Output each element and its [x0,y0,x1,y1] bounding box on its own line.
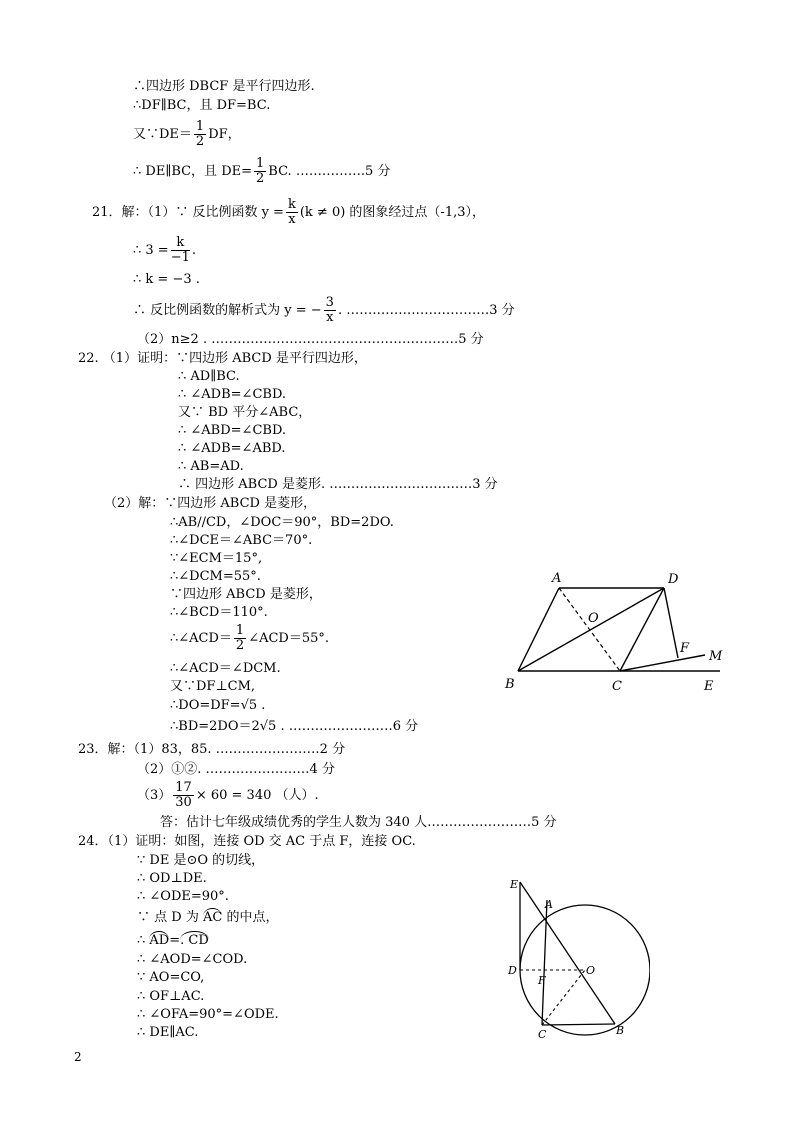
q22-part2-line9: ∴∠ACD＝∠DCM. [170,661,281,676]
q22-line4: 又∵ BD 平分∠ABC， [178,405,312,420]
q22-part2-line12: ∴BD=2DO＝2√5 . ……………………6 分 [170,719,419,734]
q21-line4: ∴ 反比例函数的解析式为 y = − $\frac{3}{x}$ . ……………………………3 分 [133,295,515,325]
line-parallelogram: ∴四边形 DBCF 是平行四边形. [133,79,315,94]
label-F: F [680,641,690,656]
q22-part2-line8: ∴∠ACD＝ $\frac{1}{2}$ ∠ACD＝55°. [170,623,330,653]
q24-line11: ∴ DE∥AC. [137,1025,199,1040]
arc-CD: . CD [180,933,209,948]
q21-line1: 21．解：（1）∵ 反比例函数 y = $\frac{k}{x}$ (k ≠ 0) 的图象经过点（-1,3）， [92,197,485,227]
q24-line3: ∴ OD⊥DE. [137,871,207,886]
label-D: D [508,964,517,977]
q24-line5: ∵ 点 D 为 AC 的中点， [137,910,279,925]
q23-line1: 23．解：（1）83，85. ……………………2 分 [78,742,346,757]
fraction-half: $\frac{1}{2}$ [195,119,205,149]
q22-part2-line10: 又∵DF⊥CM, [170,679,256,694]
circle-figure [500,872,650,1047]
page-number: 2 [74,1050,82,1064]
line-de-half: 又∵DE＝ $\frac{1}{2}$ DF， [133,119,241,149]
label-O: O [586,964,596,977]
arc-AD: AD [149,933,170,948]
label-E: E [510,878,519,891]
q22-part2-line2: ∴AB//CD，∠DOC＝90°，BD=2DO. [170,515,394,530]
label-B: B [505,677,515,692]
q23-answer: 答：估计七年级成绩优秀的学生人数为 340 人……………………5 分 [160,815,557,830]
q21-line3: ∴ k = −3 . [133,272,200,287]
line-de-bc: ∴ DE∥BC，且 DE= $\frac{1}{2}$ BC. …………….5 分 [133,156,391,186]
q24-line7: ∴ ∠AOD=∠COD. [137,952,248,967]
q23-line2: （2）①②. ……………………4 分 [137,762,335,777]
q22-line6: ∴ ∠ADB=∠ABD. [178,441,286,456]
q22-line3: ∴ ∠ADB=∠CBD. [178,387,287,402]
q22-line1: 22. （1）证明：∵四边形 ABCD 是平行四边形， [78,351,367,366]
fraction-3-over-x: $\frac{3}{x}$ [325,295,334,325]
q24-line2: ∵ DE 是⊙O 的切线， [137,853,265,868]
q24-line6: ∴ AD=. CD [137,933,209,948]
fraction-half: $\frac{1}{2}$ [235,623,245,653]
q23-line3: （3） $\frac{17}{30}$ × 60 = 340 （人）. [137,780,319,810]
q24-line9: ∴ OF⊥AC. [137,989,205,1004]
q24-line4: ∴ ∠ODE=90°. [137,889,229,904]
q21-line5: （2）n≥2 . …………………………………………………5 分 [137,332,484,347]
q24-line10: ∴ ∠OFA=90°=∠ODE. [137,1007,279,1022]
q24-line1: 24．（1）证明：如图，连接 OD 交 AC 于点 F，连接 OC. [78,834,416,849]
label-C: C [612,679,622,694]
q22-part2-line7: ∴∠BCD＝110°. [170,605,268,620]
label-D: D [668,572,679,587]
label-F: F [538,974,546,987]
label-A: A [545,898,553,911]
label-C: C [538,1028,547,1041]
q21-line2: ∴ 3 = $\frac{k}{-1}$ . [133,235,197,265]
arc-AC: AC [202,910,223,925]
fraction-17-over-30: $\frac{17}{30}$ [175,780,192,810]
label-B: B [616,1024,625,1037]
q22-part2-line6: ∵四边形 ABCD 是菱形， [170,587,322,602]
q22-line7: ∴ AB=AD. [178,459,244,474]
label-O: O [588,611,599,626]
q22-line5: ∴ ∠ABD=∠CBD. [178,423,287,438]
q22-line2: ∴ AD∥BC. [178,369,240,384]
label-A: A [552,571,562,586]
rhombus-figure [500,568,740,698]
line-df-parallel: ∴DF∥BC，且 DF=BC. [133,98,271,113]
fraction-k-over-neg1: $\frac{k}{-1}$ [170,235,190,265]
q22-part2-line4: ∵∠ECM＝15°, [170,551,263,566]
label-M: M [709,649,723,664]
label-E: E [704,679,714,694]
fraction-k-over-x: $\frac{k}{x}$ [287,197,296,227]
q22-line8: ∴ 四边形 ABCD 是菱形. ……………………………3 分 [178,477,498,492]
fraction-half: $\frac{1}{2}$ [256,156,265,186]
q24-line8: ∵ AO=CO, [137,970,205,985]
q22-part2-line3: ∴∠DCE＝∠ABC＝70°. [170,533,313,548]
q22-part2-line11: ∴DO=DF=√5 . [170,698,266,713]
q22-part2-line1: （2）解：∵四边形 ABCD 是菱形， [104,496,317,511]
q22-part2-line5: ∴∠DCM=55°. [170,569,261,584]
